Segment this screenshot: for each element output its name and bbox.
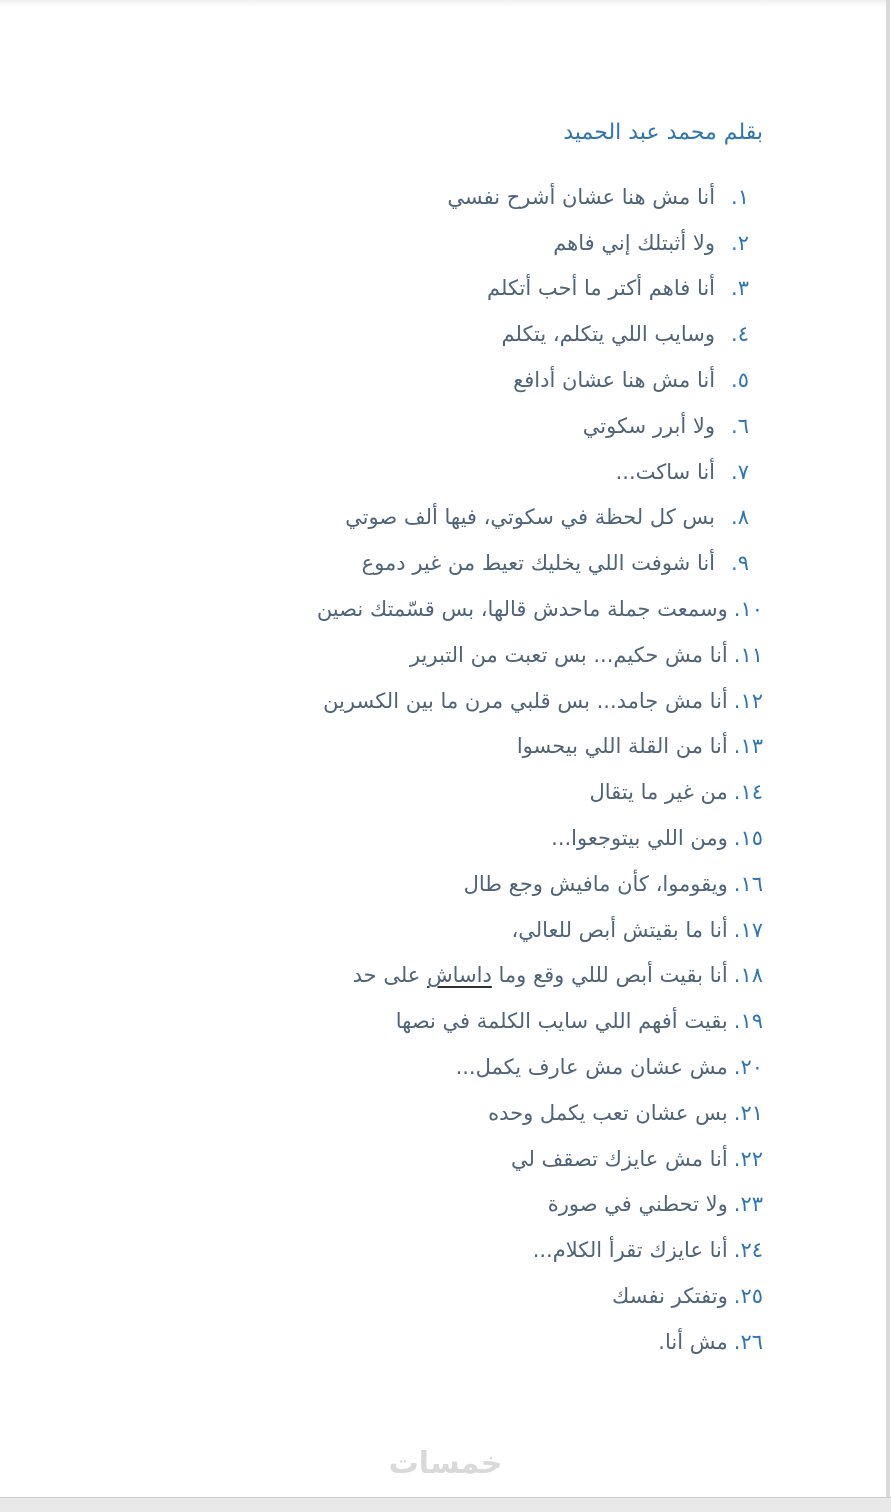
item-text: أنا مش جامد... بس قلبي مرن ما بين الكسرين [323,688,728,713]
item-text: أنا مش عايزك تصقف لي [510,1146,728,1171]
item-text: بس كل لحظة في سكوتي، فيها ألف صوتي [345,505,716,530]
page-top-edge [0,0,891,7]
item-number: ١١. [733,642,763,667]
item-number: ٢١. [733,1100,763,1125]
bottom-edge-bar [0,1497,891,1512]
item-text-after: على حد [352,963,427,988]
item-text: أنا فاهم أكتر ما أحب أتكلم [487,276,716,301]
list-item [0,174,749,220]
item-text: من غير ما يتقال [589,780,728,805]
list-item [0,815,763,861]
item-text: وسمعت جملة ماحدش قالها، بس قسّمتك نصين [316,597,728,622]
item-number: ٨. [731,505,749,530]
item-text: أنا من القلة اللي بيحسوا [516,734,728,759]
item-text: أنا مش هنا عشان أدافع [513,368,716,393]
item-text: أنا مش حكيم... بس تعبت من التبرير [409,642,728,667]
item-text: مش عشان مش عارف يكمل... [455,1055,728,1080]
item-text: ومن اللي بيتوجعوا... [551,826,728,851]
item-number: ٢. [731,230,749,255]
list-item [0,632,763,678]
list-item [0,403,749,449]
list-item [0,220,749,266]
item-number: ١٥. [733,826,763,851]
list-item [0,449,749,495]
item-number: ١٠. [733,597,763,622]
poem-list [0,174,763,1365]
list-item [0,1136,763,1182]
item-text: ولا أبرر سكوتي [582,413,716,438]
item-number: ٤. [731,322,749,347]
item-number: ١٨. [733,963,763,988]
item-number: ٢٤. [733,1238,763,1263]
khamsat-watermark: خمسات [388,1446,503,1481]
list-item [0,724,763,770]
item-number: ٢٥. [733,1284,763,1309]
item-text: أنا شوفت اللي يخليك تعيط من غير دموع [361,551,716,576]
list-item [0,540,749,586]
item-number: ١٢. [733,688,763,713]
item-number: ١. [731,184,749,209]
item-number: ٩. [731,551,749,576]
list-item [0,998,763,1044]
list-item [0,861,763,907]
item-text: أنا عايزك تقرأ الكلام... [532,1238,728,1263]
item-number: ٢٠. [733,1055,763,1080]
item-number: ٦. [731,413,749,438]
underlined-word: داساش [427,963,492,988]
list-item [0,1227,763,1273]
list-item [0,586,763,632]
byline: بقلم محمد عبد الحميد [563,120,763,145]
item-text: أنا مش هنا عشان أشرح نفسي [447,184,716,209]
list-item [0,678,763,724]
list-item [0,953,763,999]
item-number: ٢٣. [733,1192,763,1217]
list-item [0,266,749,312]
item-text: ولا تحطني في صورة [547,1192,728,1217]
item-text: ولا أثبتلك إني فاهم [553,230,716,255]
item-number: ٥. [731,368,749,393]
item-text: وتفتكر نفسك [612,1284,728,1309]
item-number: ٢٢. [733,1146,763,1171]
item-number: ١٤. [733,780,763,805]
list-item [0,311,749,357]
item-text: وسايب اللي يتكلم، يتكلم [501,322,716,347]
item-number: ٢٦. [733,1329,763,1354]
item-number: ٣. [731,276,749,301]
item-number: ١٩. [733,1009,763,1034]
item-number: ١٦. [733,871,763,896]
list-item [0,1273,763,1319]
item-text: ويقوموا، كأن مافيش وجع طال [463,871,728,896]
item-text: بقيت أفهم اللي سايب الكلمة في نصها [395,1009,728,1034]
item-text [353,963,728,987]
list-item [0,1044,763,1090]
item-number: ١٧. [733,917,763,942]
list-item [0,907,763,953]
item-text: بس عشان تعب يكمل وحده [488,1100,728,1125]
scrollbar[interactable] [886,0,890,1497]
item-text: أنا ساكت... [615,459,716,484]
list-item [0,1182,763,1228]
list-item [0,1090,763,1136]
list-item [0,769,763,815]
item-text: مش أنا. [658,1329,728,1354]
item-number: ١٣. [733,734,763,759]
item-number: ٧. [731,459,749,484]
list-item [0,1319,763,1365]
item-text: أنا ما بقيتش أبص للعالي، [511,917,728,942]
list-item [0,495,749,541]
list-item [0,357,749,403]
item-text-before: أنا بقيت أبص لللي وقع وما [491,963,728,988]
